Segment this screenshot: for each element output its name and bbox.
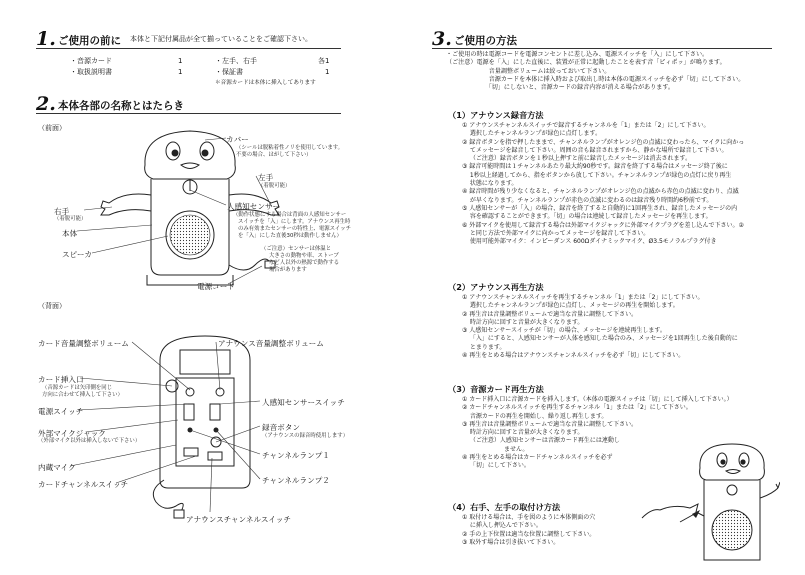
step-line: と同じ方法で外部マイクに向かってメッセージを録音して下さい。 bbox=[462, 229, 650, 237]
step-line: てメッセージを録音して下さい。周囲の音も録音されますから、静かな場所で録音して下さい。 bbox=[462, 146, 728, 154]
step-line: ④ 再生をとめる場合はアナウンスチャンネルスイッチを必ず「切」にして下さい。 bbox=[462, 352, 685, 360]
step-line: ② 録音ボタンを指で押したままで、チャンネルランプがオレンジ色の点滅に変わったら、マイクに向かっ bbox=[462, 138, 745, 146]
accessory-item: ・取扱説明書 bbox=[70, 68, 112, 76]
label-right-hand: 右手 bbox=[54, 207, 70, 216]
label-card-slot: カード挿入口 bbox=[38, 375, 84, 384]
step-line: 音源カードの再生を開始し、繰り返し再生します。 bbox=[462, 412, 608, 420]
label-rec-button: 録音ボタン bbox=[262, 423, 300, 432]
intro-line: ・ご使用の時は電源コードを電源コンセントに差し込み、電源スイッチを「入」にして下さい。 bbox=[446, 51, 709, 58]
label-caution-4: 場合があります bbox=[269, 267, 307, 273]
subsection-card-play-title: （3）音源カード再生方法 bbox=[448, 384, 544, 394]
label-sensor-note-2: スイッチを「入」にします。アナウンス再生時 bbox=[238, 219, 351, 225]
accessory-qty: 各1 bbox=[318, 57, 330, 65]
step-line: 選択したチャンネルランプが緑色に点灯します。 bbox=[462, 130, 602, 138]
subsection-hand-attach-title: （4）右手、左手の取付け方法 bbox=[448, 502, 561, 512]
label-sensor-note-3: のみ有効またセンサーの特性上、電源スイッチ bbox=[238, 226, 351, 232]
intro-line: （ご注意）電源を「入」にした直後に、装置が正常に起動したことを表す音「ピィポッ」が鳴ります。 bbox=[446, 59, 726, 67]
label-card-volume: カード音量調整ボリューム bbox=[38, 339, 129, 348]
step-line: （ご注意）録音ボタンを１秒以上押すと前に録音したメッセージは消去されます。 bbox=[462, 155, 692, 163]
label-ch-lamp-2: チャンネルランプ２ bbox=[262, 476, 330, 485]
label-speaker: スピーカ bbox=[62, 250, 92, 259]
subsection-announce-play-body bbox=[462, 294, 738, 360]
step-line: が早くなります。チャンネルランプが赤色の点滅に変わるのは録音残り時間約6秒前です。 bbox=[462, 196, 713, 204]
accessory-qty: 1 bbox=[325, 68, 330, 76]
section-1-number: 1. bbox=[36, 28, 56, 50]
label-sensor-note-1: （動作状態にする場合は背面の人感知センサー bbox=[233, 212, 347, 218]
step-line: ③ 人感知センサースイッチが「切」の場合、メッセージを連続再生します。 bbox=[462, 327, 666, 335]
label-cover: カバー bbox=[226, 135, 249, 144]
accessory-footnote: ＊音源カードは本体に挿入してあります bbox=[215, 80, 316, 86]
label-internal-mic: 内蔵マイク bbox=[38, 463, 76, 472]
step-line: ません。 bbox=[462, 445, 529, 453]
label-card-slot-note-2: 方向に合わせて挿入して下さい） bbox=[42, 392, 123, 398]
section-1-title: ご使用の前に bbox=[58, 35, 121, 47]
accessory-item: ・左手、右手 bbox=[215, 57, 257, 65]
accessory-item: ・保証書 bbox=[215, 68, 243, 76]
label-card-slot-note-1: （音源カードは矢印側を同じ bbox=[42, 385, 113, 391]
intro-line: 音源カードを本体に挿入時および取出し時は本体の電源スイッチを必ず「切」にして下さい。 bbox=[446, 75, 745, 83]
step-line: ① 取付ける場合は、手を図のように本体側面の穴 bbox=[462, 514, 596, 521]
front-view-label: （前面） bbox=[38, 124, 66, 132]
section-3-rule bbox=[432, 48, 772, 49]
step-line: 時計方向に回すと音量が大きくなります。 bbox=[462, 318, 584, 326]
intro-line: 音量調整ボリュームは絞っておいて下さい。 bbox=[446, 67, 611, 75]
label-sensor-switch: 人感知センサースイッチ bbox=[262, 398, 345, 407]
step-line: ① カード挿入口に音源カードを挿入します。（本体の電源スイッチは「切」にして挿入して下さい。） bbox=[462, 396, 733, 403]
label-ext-mic-jack: 外部マイクジャック bbox=[38, 429, 106, 438]
step-line: ② カードチャンネルスイッチを再生するチャンネル「1」または「2」にして下さい。 bbox=[462, 404, 692, 412]
subsection-hand-attach-body bbox=[462, 514, 595, 547]
step-line: ② 手の上下位置は適当な位置に調整して下さい。 bbox=[462, 530, 596, 538]
subsection-announce-record-body bbox=[462, 122, 744, 246]
label-left-hand: 左手 bbox=[258, 173, 274, 182]
label-announce-volume: アナウンス音量調整ボリューム bbox=[218, 339, 324, 348]
step-line: 「切」にして下さい。 bbox=[462, 462, 530, 470]
step-line: 選択したチャンネルランプが緑色に点灯し、メッセージの再生を開始します。 bbox=[462, 302, 679, 310]
label-card-channel-switch: カードチャンネルスイッチ bbox=[38, 480, 129, 489]
step-line: ⑥ 外部マイクを使用して録音する場合は外部マイクジャックに外部マイクプラグを差し込んで下さい。② bbox=[462, 221, 744, 229]
label-cover-note-2: 不要の場合、はがして下さい） bbox=[236, 152, 312, 158]
label-sensor-note-4: を「入」にした直後30秒は動作しません） bbox=[238, 233, 342, 239]
label-power-cord: 電源コード bbox=[197, 282, 235, 291]
label-power-switch: 電源スイッチ bbox=[38, 407, 84, 416]
step-line: ① アナウンスチャンネルスイッチを再生するチャンネル「1」または「2」にして下さい。 bbox=[462, 294, 704, 301]
step-line: ④ 再生をとめる場合はカードチャンネルスイッチを必ず bbox=[462, 454, 613, 462]
step-line: ③ 取外す場合は引き抜いて下さい。 bbox=[462, 538, 560, 546]
step-line: ③ 再生音は音量調整ボリュームで適当な音量に調整して下さい。 bbox=[462, 420, 638, 428]
hand-attach-illustration bbox=[640, 438, 780, 568]
subsection-announce-play-title: （2）アナウンス再生方法 bbox=[448, 282, 544, 292]
section-3-number: 3. bbox=[432, 28, 452, 50]
section-2-title: 本体各部の名称とはたらき bbox=[58, 100, 184, 112]
step-line: 1秒以上経過してから、指をボタンから放して下さい。チャンネルランプが緑色の点灯に戻り再生 bbox=[462, 171, 732, 179]
step-line: （ご注意）人感知センサーは音源カード再生には連動し bbox=[462, 437, 620, 445]
accessory-qty: 1 bbox=[178, 57, 183, 65]
usage-intro bbox=[446, 51, 744, 92]
section-3-title: ご使用の方法 bbox=[454, 35, 517, 47]
step-line: ① アナウンスチャンネルスイッチで録音するチャンネルを「1」または「2」にして下さい。 bbox=[462, 122, 710, 129]
label-cover-note-1: （シールは脱粘着性ノリを使用しています。 bbox=[236, 145, 344, 151]
step-line: ③ 録音可能時間は１チャンネルあたり最大約90秒です。録音を終了する場合はメッセージ終了後に bbox=[462, 163, 728, 171]
step-line: 「入」にすると、人感知センサーが人体を感知した場合のみ、メッセージを1回再生した後自動的に bbox=[462, 335, 738, 343]
section-2-number: 2. bbox=[36, 93, 56, 115]
section-1-note: 本体と下記付属品が全て揃っていることをご確認下さい。 bbox=[130, 35, 312, 43]
label-left-hand-note: （着脱可能） bbox=[258, 183, 291, 189]
label-announce-channel-switch: アナウンスチャンネルスイッチ bbox=[186, 515, 291, 524]
label-right-hand-note: （着脱可能） bbox=[54, 216, 87, 222]
label-caution-3: など人以外の熱源で動作する bbox=[269, 260, 340, 266]
label-caution-1: （ご注意）センサーは体温と bbox=[261, 246, 332, 252]
label-body: 本体 bbox=[62, 229, 78, 238]
step-line: 状態になります。 bbox=[462, 180, 518, 188]
back-view-label: （背面） bbox=[38, 302, 66, 310]
step-line: に挿入し押込んで下さい。 bbox=[462, 522, 542, 530]
label-sensor: 人感知センサー bbox=[227, 202, 281, 211]
label-ch-lamp-1: チャンネルランプ１ bbox=[262, 451, 330, 460]
intro-line: 「切」にしないと、音源カードの録音内容が消える場合があります。 bbox=[446, 84, 675, 92]
step-line: ④ 録音時間が残り少なくなると、チャンネルランプがオレンジ色の点滅から赤色の点滅に変わり、点滅 bbox=[462, 188, 739, 196]
label-caution-2: 大きさの動物や車、ストーブ bbox=[269, 253, 339, 259]
step-line: ⑤ 人感知センサーが「入」の場合、録音を終了すると自動的に1回再生され、録音したメッセージの内 bbox=[462, 204, 738, 212]
label-rec-button-note: （アナウンスの録音時使用します） bbox=[262, 433, 349, 439]
label-ext-mic-note: （外部マイク以外は挿入しないで下さい） bbox=[38, 438, 141, 444]
accessory-qty: 1 bbox=[178, 68, 183, 76]
step-line: ② 再生音は音量調整ボリュームで適当な音量に調整して下さい。 bbox=[462, 310, 638, 318]
step-line: 容を確認することができます。「切」の場合は連続して録音したメッセージを再生します。 bbox=[462, 213, 712, 221]
subsection-announce-record-title: （1）アナウンス録音方法 bbox=[448, 110, 544, 120]
accessory-item: ・音源カード bbox=[70, 57, 112, 65]
step-line: 使用可能外部マイク：インピーダンス 600Ωダイナミックマイク、Ø3.5モノラルプラグ付き bbox=[462, 238, 717, 246]
step-line: とまります。 bbox=[462, 343, 506, 351]
step-line: 時計方向に回すと音量が大きくなります。 bbox=[462, 429, 584, 437]
